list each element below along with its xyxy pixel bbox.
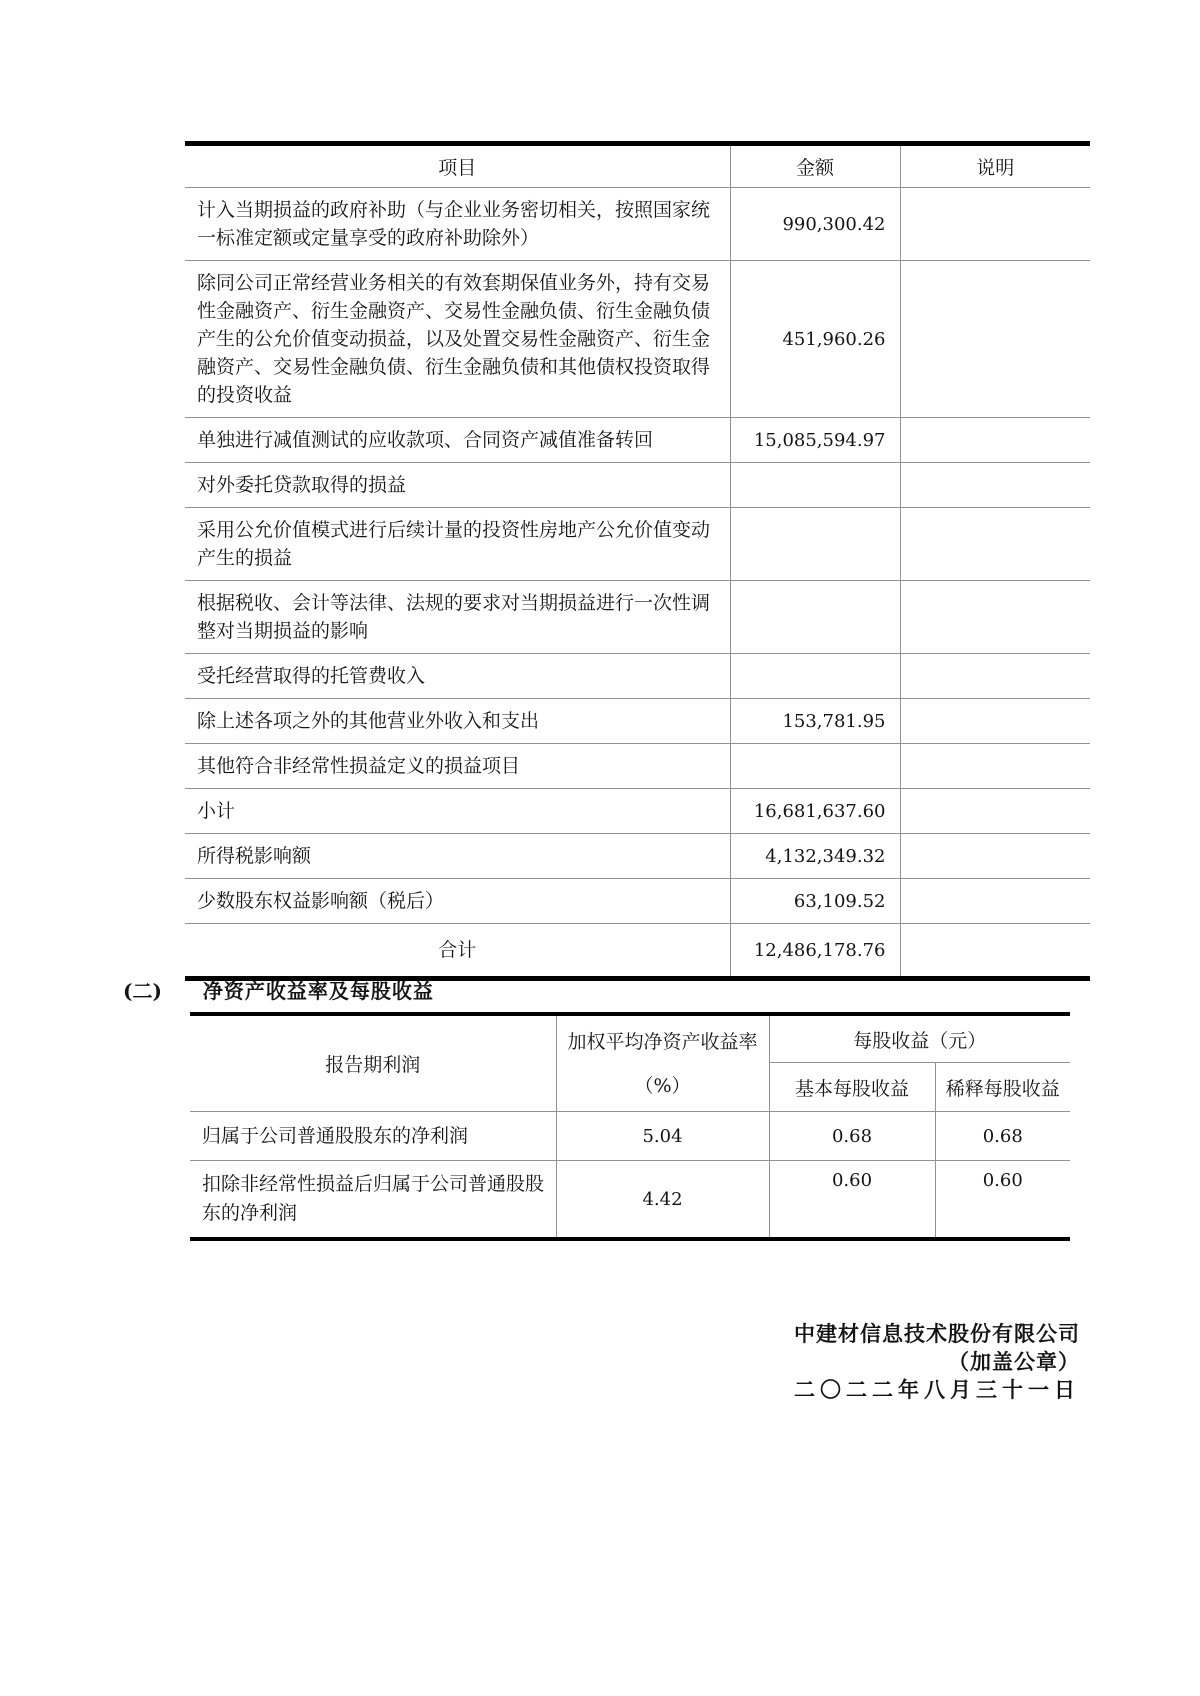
- note-value: [900, 879, 1090, 924]
- table-header-row: [185, 144, 1090, 188]
- amount-value: 16,681,637.60: [730, 789, 900, 834]
- note-value: [900, 261, 1090, 418]
- note-value: [900, 924, 1090, 979]
- note-value: [900, 834, 1090, 879]
- note-value: [900, 789, 1090, 834]
- diluted-eps-value: 0.68: [935, 1112, 1070, 1161]
- item-label: 少数股东权益影响额（税后）: [185, 879, 730, 924]
- amount-value: [730, 463, 900, 508]
- roe-eps-table: [190, 1012, 1070, 1241]
- column-header-weighted-roe: [556, 1014, 769, 1112]
- table-row: [190, 1112, 1070, 1161]
- seal-note: （加盖公章）: [948, 1349, 1080, 1374]
- table-row: [185, 261, 1090, 418]
- column-header-report-period-profit: 报告期利润: [190, 1014, 556, 1112]
- basic-eps-value: 0.68: [769, 1112, 935, 1161]
- item-label: 合计: [185, 924, 730, 979]
- table-row: [185, 418, 1090, 463]
- amount-value: 153,781.95: [730, 699, 900, 744]
- item-label: 采用公允价值模式进行后续计量的投资性房地产公允价值变动产生的损益: [185, 508, 730, 581]
- table-header-row: [190, 1014, 1070, 1063]
- roe-header-line1: 加权平均净资产收益率: [567, 1030, 758, 1053]
- table-row: [185, 879, 1090, 924]
- column-header-amount: 金额: [730, 144, 900, 188]
- item-label: 小计: [185, 789, 730, 834]
- note-value: [900, 188, 1090, 261]
- item-label: 根据税收、会计等法律、法规的要求对当期损益进行一次性调整对当期损益的影响: [185, 581, 730, 654]
- table-row: [185, 654, 1090, 699]
- column-header-item: 项目: [185, 144, 730, 188]
- amount-value: 15,085,594.97: [730, 418, 900, 463]
- roe-header-line2: （%）: [634, 1074, 691, 1097]
- column-header-note: 说明: [900, 144, 1090, 188]
- row-label: 扣除非经常性损益后归属于公司普通股股东的净利润: [202, 1173, 545, 1224]
- section-heading: [123, 978, 434, 1004]
- item-label: 除上述各项之外的其他营业外收入和支出: [185, 699, 730, 744]
- amount-value: 63,109.52: [730, 879, 900, 924]
- table-row: [185, 463, 1090, 508]
- item-label: 除同公司正常经营业务相关的有效套期保值业务外，持有交易性金融资产、衍生金融资产、交易性金融负债、衍生金融负债产生的公允价值变动损益，以及处置交易性金融资产、衍生金融资产、交易性金融负债、衍生金融负债和其他债权投资取得的投资收益: [185, 261, 730, 418]
- amount-value: 990,300.42: [730, 188, 900, 261]
- table-row: [190, 1161, 1070, 1240]
- column-group-eps: 每股收益（元）: [769, 1014, 1070, 1063]
- amount-value: 4,132,349.32: [730, 834, 900, 879]
- note-value: [900, 463, 1090, 508]
- table-row: [185, 581, 1090, 654]
- table-row: [185, 508, 1090, 581]
- item-label: 其他符合非经常性损益定义的损益项目: [185, 744, 730, 789]
- section-title: 净资产收益率及每股收益: [202, 979, 434, 1003]
- note-value: [900, 654, 1090, 699]
- item-label: 对外委托贷款取得的损益: [185, 463, 730, 508]
- amount-value: 451,960.26: [730, 261, 900, 418]
- note-value: [900, 581, 1090, 654]
- item-label: 所得税影响额: [185, 834, 730, 879]
- signature-block: [794, 1320, 1080, 1404]
- table-row: [185, 188, 1090, 261]
- roe-value: 5.04: [556, 1112, 769, 1161]
- table-row: [185, 834, 1090, 879]
- non-recurring-items-table: [185, 141, 1090, 981]
- note-value: [900, 744, 1090, 789]
- section-number: (二): [123, 979, 162, 1003]
- item-label: 单独进行减值测试的应收款项、合同资产减值准备转回: [185, 418, 730, 463]
- diluted-eps-value: 0.60: [935, 1161, 1070, 1240]
- note-value: [900, 418, 1090, 463]
- roe-value: 4.42: [556, 1161, 769, 1240]
- table-row: [185, 744, 1090, 789]
- row-label: 归属于公司普通股股东的净利润: [190, 1112, 556, 1161]
- column-header-basic-eps: 基本每股收益: [769, 1063, 935, 1112]
- table-row-total: [185, 924, 1090, 979]
- amount-value: [730, 744, 900, 789]
- amount-value: [730, 581, 900, 654]
- basic-eps-value: 0.60: [769, 1161, 935, 1240]
- table-row-subtotal: [185, 789, 1090, 834]
- signature-date: 二〇二二年八月三十一日: [794, 1377, 1080, 1402]
- note-value: [900, 508, 1090, 581]
- item-label: 受托经营取得的托管费收入: [185, 654, 730, 699]
- amount-value: 12,486,178.76: [730, 924, 900, 979]
- note-value: [900, 699, 1090, 744]
- table-row: [185, 699, 1090, 744]
- amount-value: [730, 654, 900, 699]
- amount-value: [730, 508, 900, 581]
- company-name: 中建材信息技术股份有限公司: [794, 1321, 1080, 1346]
- column-header-diluted-eps: 稀释每股收益: [935, 1063, 1070, 1112]
- item-label: 计入当期损益的政府补助（与企业业务密切相关，按照国家统一标准定额或定量享受的政府补助除外）: [185, 188, 730, 261]
